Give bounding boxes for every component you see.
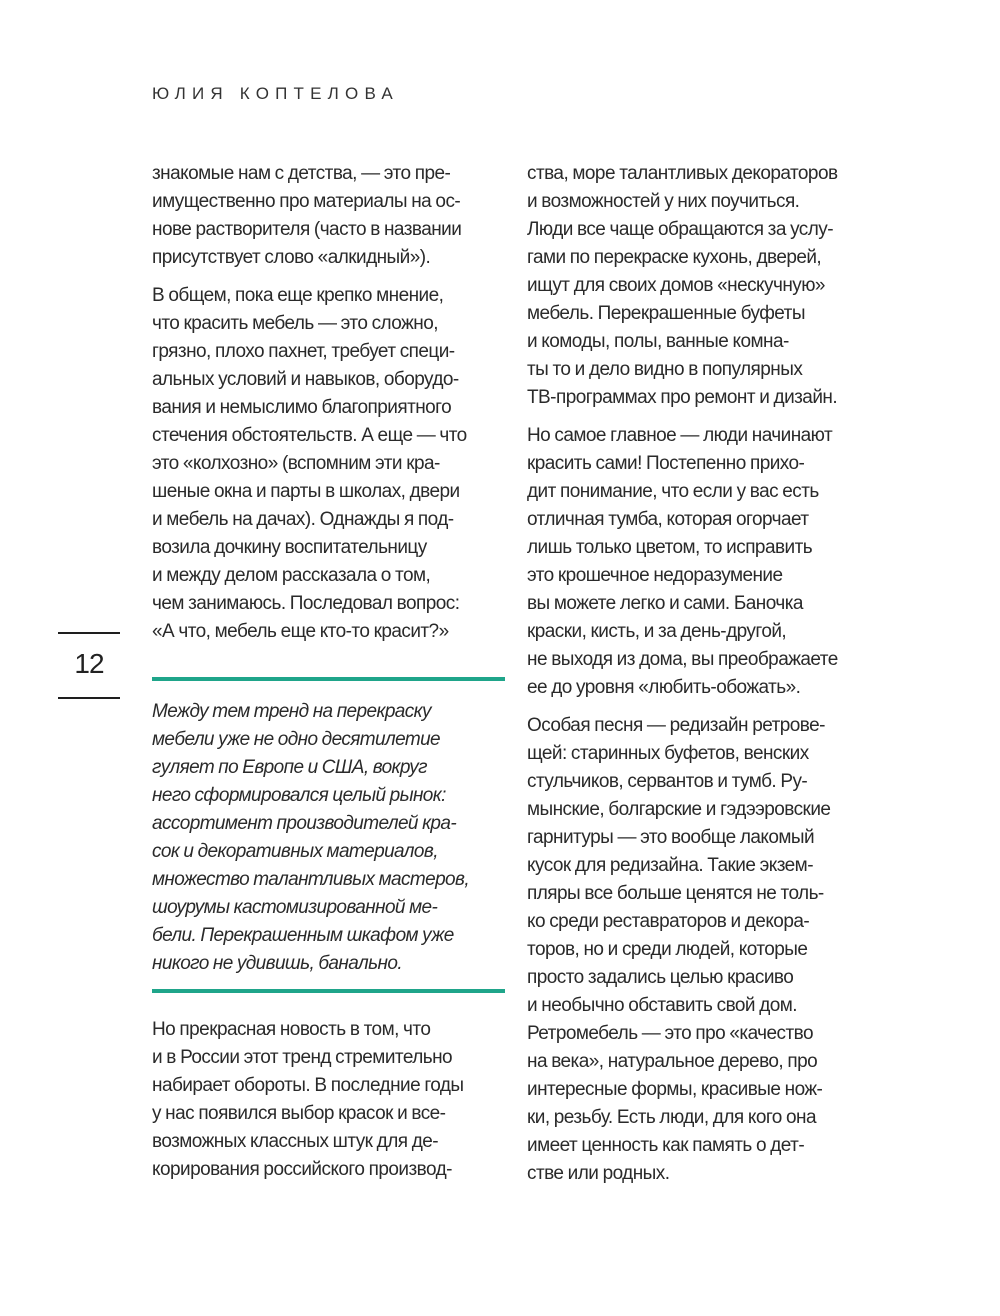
paragraph [152,282,512,646]
text-line: ТВ-программах про ремонт и дизайн. [527,387,838,408]
text-line: знакомые нам с детства, — это пре- [152,163,451,184]
pull-quote-rule-top [152,677,505,681]
text-line: возможных классных штук для де- [152,1131,439,1152]
paragraph [152,160,512,272]
text-line: дит понимание, что если у вас есть [527,481,819,502]
text-line: Но прекрасная новость в том, что [152,1019,431,1040]
text-line: лишь только цветом, то исправить [527,537,813,558]
text-line: ищут для своих домов «нескучную» [527,275,825,296]
text-line: ства, море талантливых декораторов [527,163,838,184]
quote-line: шоурумы кастомизированной ме- [152,897,438,918]
text-line: не выходя из дома, вы преображаете [527,649,838,670]
quote-line: никого не удивишь, банально. [152,953,403,974]
text-line: у нас появился выбор красок и все- [152,1103,446,1124]
text-line: стве или родных. [527,1163,670,1184]
text-line: гами по перекраске кухонь, дверей, [527,247,822,268]
quote-line: гуляет по Европе и США, вокруг [152,757,427,778]
text-line: кусок для редизайна. Такие экзем- [527,855,813,876]
paragraph [527,712,887,1188]
text-line: пляры все больше ценятся не толь- [527,883,824,904]
text-line: отличная тумба, которая огорчает [527,509,809,530]
text-line: стульчиков, сервантов и тумб. Ру- [527,771,808,792]
text-line: торов, но и среди людей, которые [527,939,808,960]
text-line: корирования российского производ- [152,1159,452,1180]
quote-line: бели. Перекрашенным шкафом уже [152,925,454,946]
text-line: просто задались целью красиво [527,967,794,988]
text-line: краски, кисть, и за день-другой, [527,621,787,642]
text-line: стечения обстоятельств. А еще — что [152,425,467,446]
quote-line: Между тем тренд на перекраску [152,701,431,722]
text-line: и в России этот тренд стремительно [152,1047,453,1068]
text-line: ко среди реставраторов и декора- [527,911,810,932]
text-line: нове растворителя (часто в названии [152,219,462,240]
quote-line: него сформировался целый рынок: [152,785,446,806]
quote-line: мебели уже не одно десятилетие [152,729,441,750]
pull-quote [152,698,512,978]
text-line: это «колхозно» (вспомним эти кра- [152,453,440,474]
pull-quote-rule-bottom [152,989,505,993]
running-head-author: ЮЛИЯ КОПТЕЛОВА [152,84,399,103]
text-line: и мебель на дачах). Однажды я под- [152,509,454,530]
text-line: и между делом рассказала о том, [152,565,431,586]
text-line: ты то и дело видно в популярных [527,359,803,380]
text-line: на века», натуральное дерево, про [527,1051,818,1072]
paragraph [527,160,887,412]
text-line: интересные формы, красивые нож- [527,1079,823,1100]
text-line: Ретромебель — это про «качество [527,1023,813,1044]
left-column-lower [152,1016,512,1184]
text-line: В общем, пока еще крепко мнение, [152,285,444,306]
text-line: вы можете легко и сами. Баночка [527,593,803,614]
text-line: шеные окна и парты в школах, двери [152,481,460,502]
text-line: мебель. Перекрашенные буфеты [527,303,805,324]
text-line: вания и немыслимо благоприятного [152,397,452,418]
text-line: имеет ценность как память о дет- [527,1135,805,1156]
page-number-rule-top [58,632,120,634]
text-line: Но самое главное — люди начинают [527,425,833,446]
left-column [152,160,512,656]
page-number: 12 [74,648,104,679]
text-line: «А что, мебель еще кто-то красит?» [152,621,449,642]
text-line: щей: старинных буфетов, венских [527,743,809,764]
text-line: альных условий и навыков, оборудо- [152,369,459,390]
text-line: присутствует слово «алкидный»). [152,247,431,268]
text-line: мынские, болгарские и гэдээровские [527,799,831,820]
text-line: Люди все чаще обращаются за услу- [527,219,834,240]
text-line: красить сами! Постепенно прихо- [527,453,805,474]
right-column [527,160,887,1198]
page-number-rule-bottom [58,697,120,699]
text-line: чем занимаюсь. Последовал вопрос: [152,593,460,614]
text-line: ки, резьбу. Есть люди, для кого она [527,1107,817,1128]
text-line: и комоды, полы, ванные комна- [527,331,789,352]
text-line: имущественно про материалы на ос- [152,191,461,212]
paragraph [527,422,887,702]
text-line: и возможностей у них поучиться. [527,191,800,212]
text-line: ее до уровня «любить-обожать». [527,677,801,698]
text-line: что красить мебель — это сложно, [152,313,438,334]
page-number-block [58,630,120,700]
text-line: гарнитуры — это вообще лакомый [527,827,815,848]
text-line: это крошечное недоразумение [527,565,783,586]
text-line: грязно, плохо пахнет, требует специ- [152,341,455,362]
quote-line: множество талантливых мастеров, [152,869,470,890]
text-line: набирает обороты. В последние годы [152,1075,464,1096]
text-line: возила дочкину воспитательницу [152,537,427,558]
quote-line: сок и декоративных материалов, [152,841,438,862]
text-line: Особая песня — редизайн ретрове- [527,715,825,736]
text-line: и необычно обставить свой дом. [527,995,798,1016]
quote-line: ассортимент производителей кра- [152,813,457,834]
